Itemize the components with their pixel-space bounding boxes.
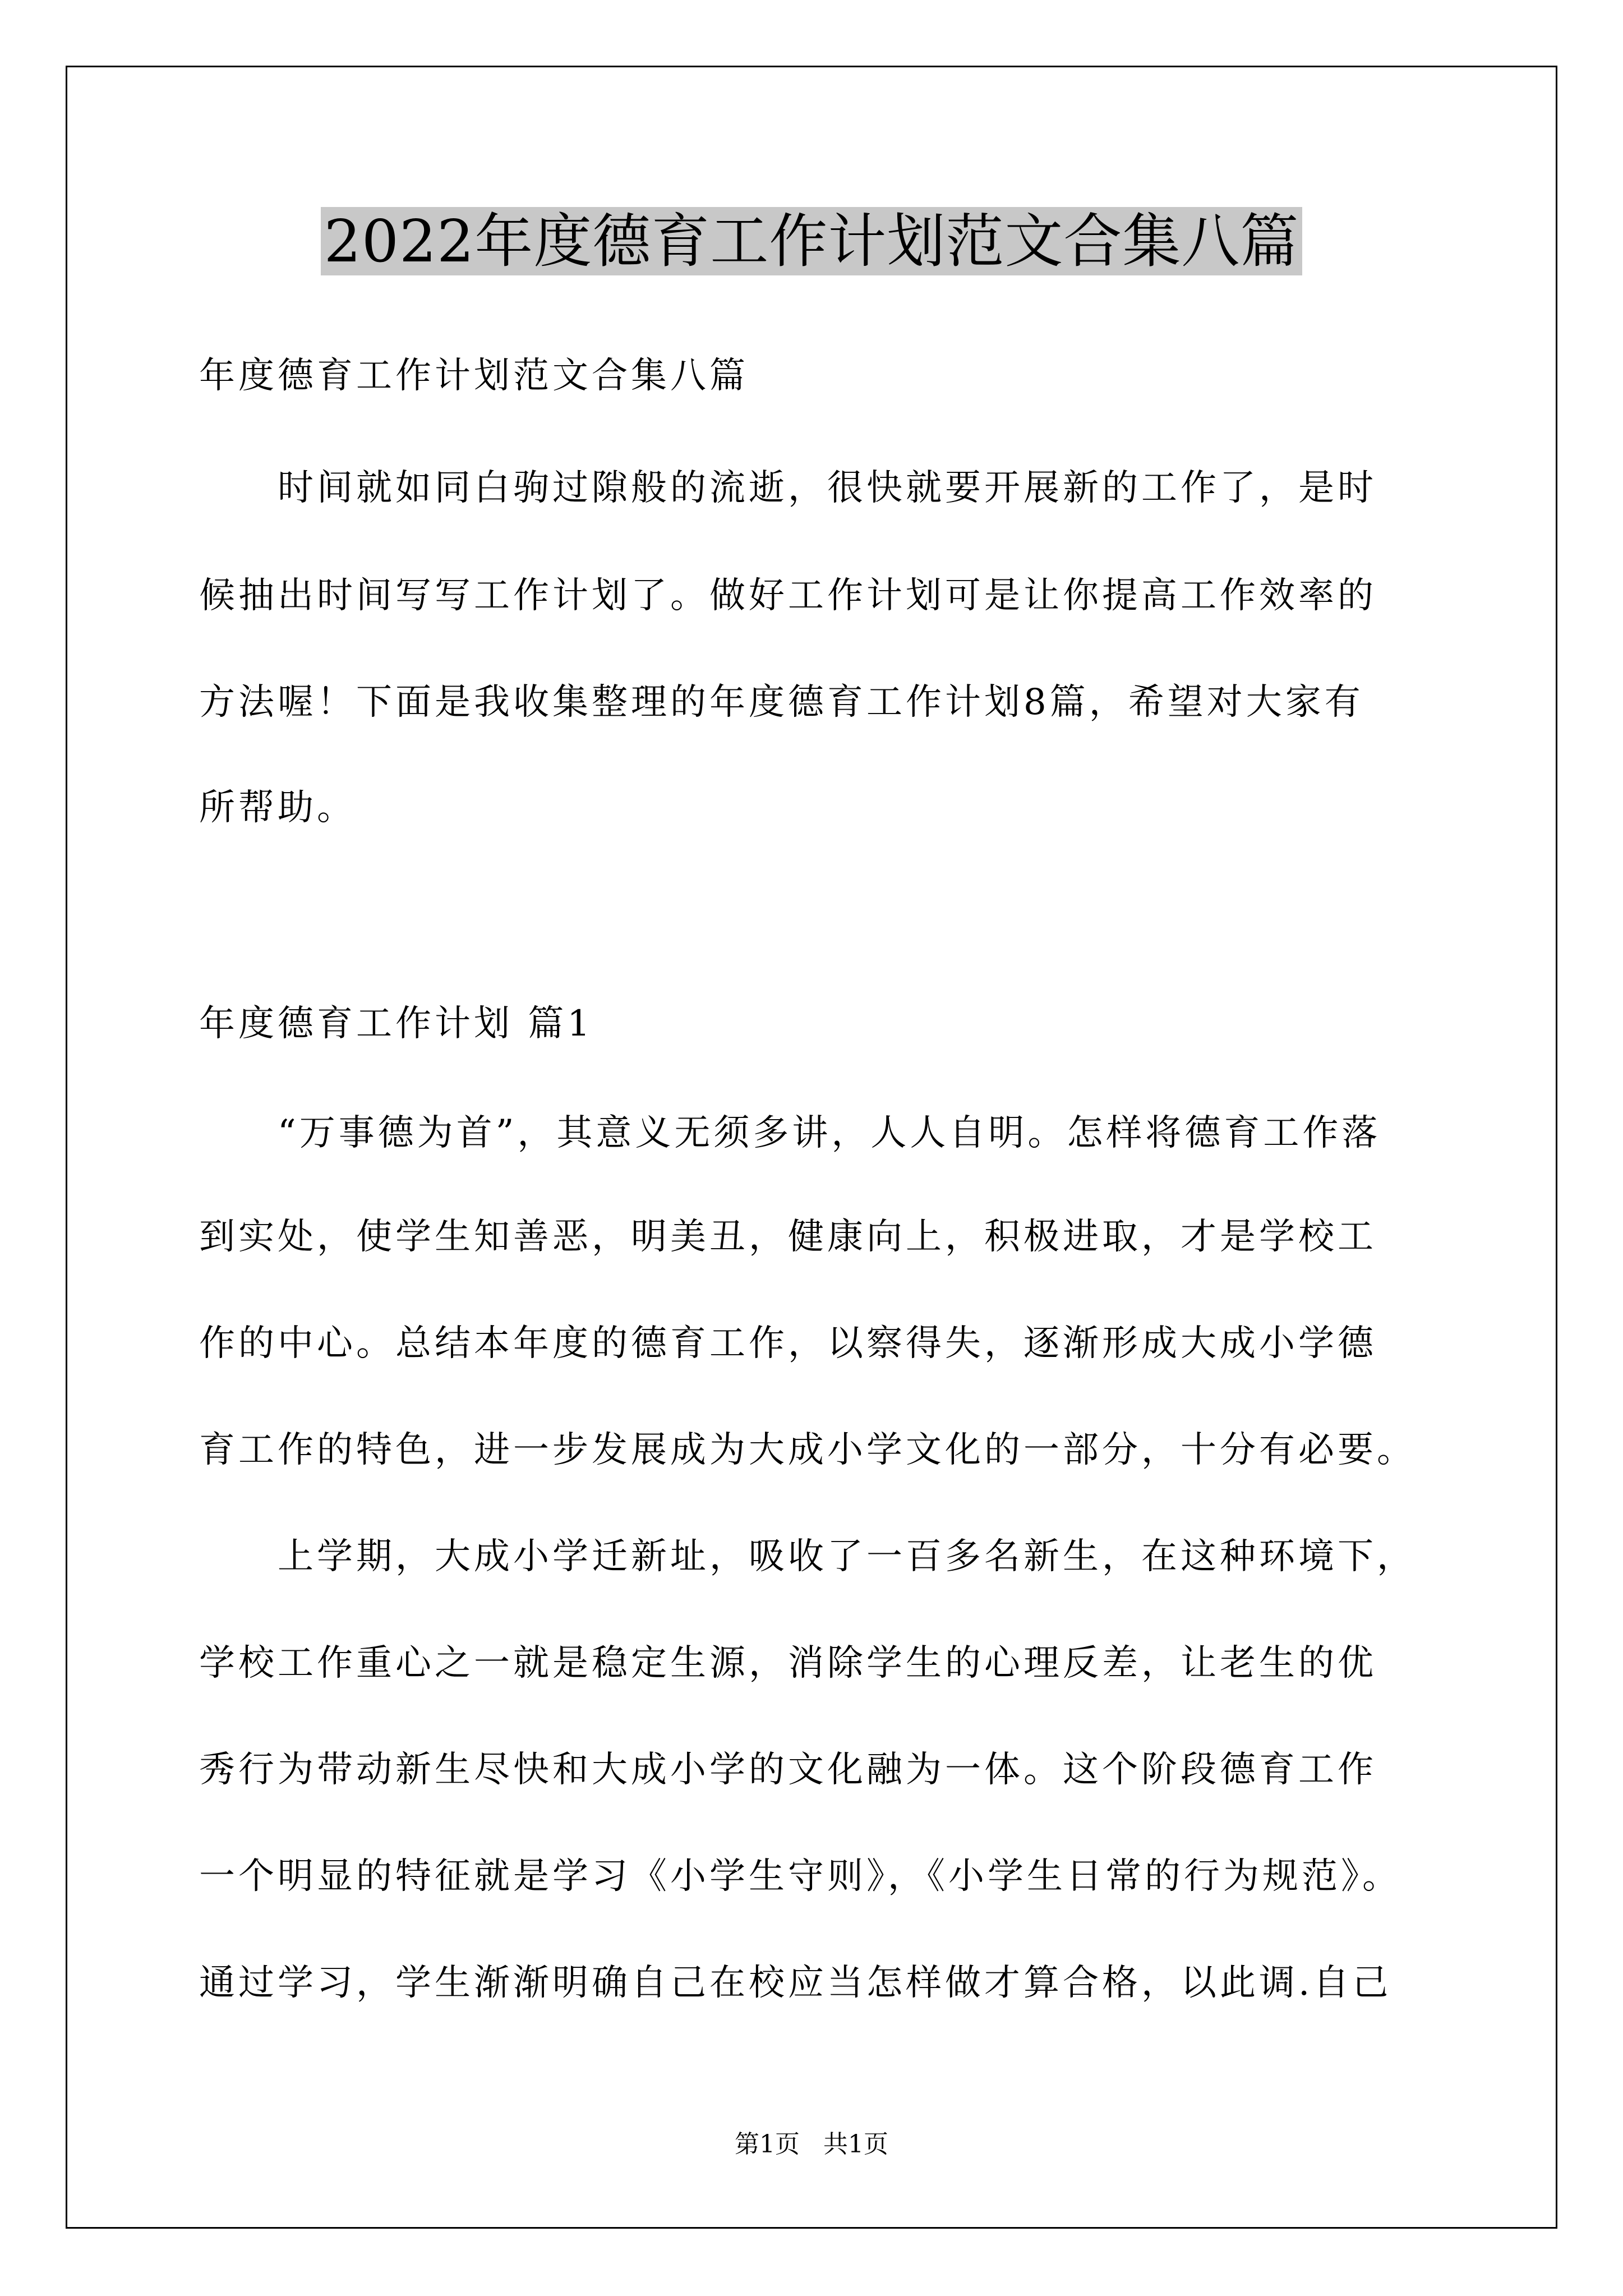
paragraph-line: “万事德为首”，其意义无须多讲，人人自明。怎样将德育工作落 (278, 1112, 1381, 1154)
section-heading: 年度德育工作计划 篇1 (199, 1003, 594, 1045)
document-subtitle: 年度德育工作计划范文合集八篇 (199, 355, 749, 397)
paragraph-line: 到实处，使学生知善恶，明美丑，健康向上，积极进取，才是学校工 (199, 1216, 1377, 1258)
paragraph-line: 上学期，大成小学迁新址，吸收了一百多名新生，在这种环境下， (278, 1536, 1416, 1577)
intro-line: 所帮助。 (199, 787, 356, 829)
page-total: 共1页 (823, 2130, 888, 2159)
document-title (0, 202, 1623, 280)
paragraph-line: 育工作的特色，进一步发展成为大成小学文化的一部分，十分有必要。 (199, 1429, 1416, 1471)
paragraph-line: 秀行为带动新生尽快和大成小学的文化融为一体。这个阶段德育工作 (199, 1749, 1377, 1791)
page-number: 第1页 (735, 2130, 800, 2159)
document-title-text: 2022年度德育工作计划范文合集八篇 (321, 207, 1303, 275)
paragraph-line: 学校工作重心之一就是稳定生源，消除学生的心理反差，让老生的优 (199, 1642, 1377, 1684)
paragraph-line: 一个明显的特征就是学习《小学生守则》，《小学生日常的行为规范》。 (199, 1856, 1401, 1897)
paragraph-line: 通过学习，学生渐渐明确自己在校应当怎样做才算合格，以此调.自己 (199, 1962, 1392, 2004)
intro-line: 时间就如同白驹过隙般的流逝，很快就要开展新的工作了，是时 (278, 467, 1377, 509)
intro-line: 候抽出时间写写工作计划了。做好工作计划可是让你提高工作效率的 (199, 575, 1377, 616)
intro-line: 方法喔！下面是我收集整理的年度德育工作计划8篇，希望对大家有 (199, 682, 1364, 723)
paragraph-line: 作的中心。总结本年度的德育工作，以察得失，逐渐形成大成小学德 (199, 1323, 1377, 1364)
page-footer (0, 2129, 1623, 2160)
